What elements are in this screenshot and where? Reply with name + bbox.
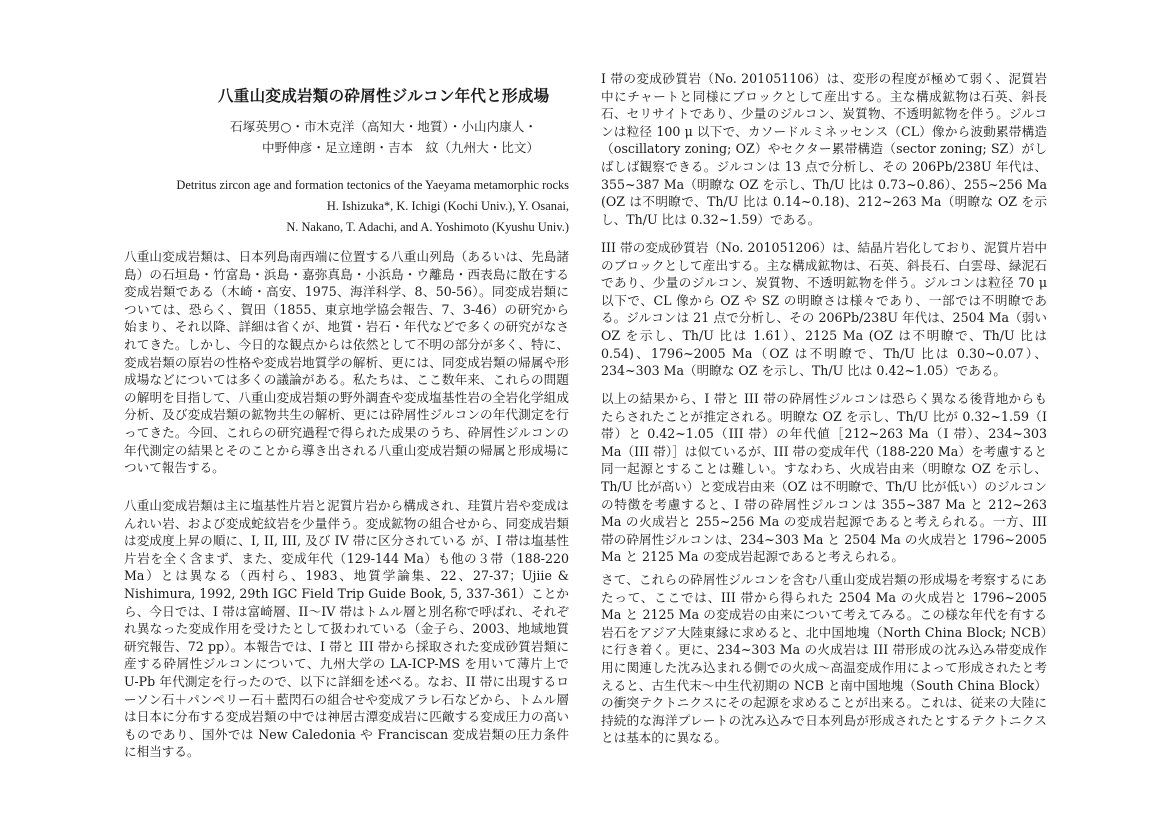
authors-jp-line2: 中野伸彦・足立達朗・吉本 紋（九州大・比文） <box>262 140 540 155</box>
paragraph-zone-iii-sample: III 帯の変成砂質岩（No. 201051206）は、結晶片岩化しており、泥質片岩中のブロックとして産出する。主な構成鉱物は、石英、斜長石、白雲母、緑泥石であり、少量のジルコン、炭質物、不透明鉱物を伴う。ジルコンは粒径 70 μ 以下で、CL 像から OZ や SZ の明瞭さは様々であり、一部では不明瞭である。ジルコンは 21 点で分析し、その 206Pb/238U 年代は、2504 Ma（弱い OZ を示し、Th/U 比は 1.61）、2125 Ma (OZ は不明瞭で、Th/U 比は 0.54)、1796~2005 Ma（OZ は不明瞭で、Th/U 比は 0.30~0.07）、234~303 Ma（明瞭な OZ を示し、Th/U 比は 0.42~1.05）である。 <box>601 240 1048 379</box>
english-authors-line1: H. Ishizuka*, K. Ichigi (Kochi Univ.), Y. Osanai, <box>326 199 569 213</box>
paragraph-introduction: 八重山変成岩類は、日本列島南西端に位置する八重山列島（あるいは、先島諸島）の石垣島・竹富島・浜島・嘉弥真島・小浜島・ウ離島・西表島に散在する変成岩類である（木崎・高安、1975、海洋科学、8、50-56）。同変成岩類については、恐らく、賀田（1855、東京地学協会報告、7、3-46）の研究から始まり、それ以降、詳細は省くが、地質・岩石・年代などで多くの研究がなされてきた。しかし、今日的な観点からは依然として不明の部分が多く、特に、変成岩類の原岩の性格や変成岩地質学の解析、更には、同変成岩類の帰属や形成場などについては多くの議論がある。私たちは、ここ数年来、これらの問題の解明を目指して、八重山変成岩類の野外調査や変成塩基性岩の全岩化学組成分析、及び変成岩類の鉱物共生の解析、更には砕屑性ジルコンの年代測定を行ってきた。今回、これらの研究過程で得られた成果のうち、砕屑性ジルコンの年代測定の結果とそのことから導き出される八重山変成岩類の帰属と形成場について報告する。 <box>124 249 570 476</box>
paragraph-tectonics: さて、これらの砕屑性ジルコンを含む八重山変成岩類の形成場を考察するにあたって、ここでは、III 帯から得られた 2504 Ma の火成岩と 1796~2005 Ma と 2125 Ma の変成岩の由来について考えてみる。この様な年代を有する岩石をアジア大陸東縁に求めると、北中国地塊（North China Block; NCB）に行き着く。更に、234~303 Ma の火成岩は III 帯形成の沈み込み帯変成作用に関連した沈み込まれる側での火成～高温変成作用によって形成されたと考えると、古生代末～中生代初期の NCB と南中国地塊（South China Block）の衝突テクトニクスにその起源を求めることが出来る。これは、従来の大陸に持続的な海洋プレートの沈み込みで日本列島が形成されたとするテクトニクスとは基本的に異なる。 <box>601 572 1048 746</box>
english-authors-line2: N. Nakano, T. Adachi, and A. Yoshimoto (Kyushu Univ.) <box>286 220 569 234</box>
english-title: Detritus zircon age and formation tectonics of the Yaeyama metamorphic rocks <box>176 178 569 192</box>
paragraph-geology: 八重山変成岩類は主に塩基性片岩と泥質片岩から構成され、珪質片岩や変成はんれい岩、および変成蛇紋岩を少量伴う。変成鉱物の組合せから、同変成岩類は変成度上昇の順に、I, II, III, 及び IV 帯に区分されている が、I 帯は塩基性片岩を全く含まず、また、変成年代（129-144 Ma）も他の３帯（188-220 Ma）とは異なる（西村ら、1983、地質学論集、22、27-37；Ujiie & Nishimura, 1992, 29th IGC Field Trip Guide Book, 5, 337-361）ことから、今日では、I 帯は富崎層、II～IV 帯はトムル層と別名称で呼ばれ、それぞれ異なった変成作用を受けたとして扱われている（金子ら、2003、地域地質研究報告、72 pp）。本報告では、I 帯と III 帯から採取された変成砂質岩類に産する砕屑性ジルコンについて、九州大学の LA-ICP-MS を用いて薄片上で U-Pb 年代測定を行ったので、以下に詳細を述べる。なお、II 帯に出現するローソン石＋パンペリー石＋藍閃石の組合せや変成アラレ石などから、トムル層は日本に分布する変成岩類の中では神居古潭変成岩に匹敵する変成圧力の高いものであり、国外では New Caledonia や Franciscan 変成岩類の圧力条件に相当する。 <box>124 498 569 760</box>
paragraph-zone-i-sample: I 帯の変成砂質岩（No. 201051106）は、変形の程度が極めて弱く、泥質岩中にチャートと同様にブロックとして産出する。主な構成鉱物は石英、斜長石、セリサイトであり、少量のジルコン、炭質物、不透明鉱物を伴う。ジルコンは粒径 100 μ 以下で、カソードルミネッセンス（CL）像から波動累帯構造（oscillatory zoning; OZ）やセクター累帯構造（sector zoning; SZ）がしばしば観察できる。ジルコンは 13 点で分析し、その 206Pb/238U 年代は、355~387 Ma（明瞭な OZ を示し、Th/U 比は 0.73~0.86）、255~256 Ma (OZ は不明瞭で、Th/U 比は 0.14~0.18)、212~263 Ma（明瞭な OZ を示し、Th/U 比は 0.32~1.59）である。 <box>601 71 1047 227</box>
authors-jp-line1: 石塚英男○・市木克洋（高知大・地質）・小山内康人・ <box>230 119 537 134</box>
paper-title: 八重山変成岩類の砕屑性ジルコン年代と形成場 <box>218 87 550 105</box>
paragraph-discussion: 以上の結果から、I 帯と III 帯の砕屑性ジルコンは恐らく異なる後背地からもたらされたことが推定される。明瞭な OZ を示し、Th/U 比が 0.32~1.59（I 帯）と 0.42~1.05（III 帯）の年代値［212~263 Ma（I 帯）、234~303 Ma（III 帯）］は似ているが、III 帯の変成年代（188-220 Ma）を考慮すると同一起源とすることは難しい。すなわち、火成岩由来（明瞭な OZ を示し、Th/U 比が高い）と変成岩由来（OZ は不明瞭で、Th/U 比が低い）のジルコンの特徴を考慮すると、I 帯の砕屑性ジルコンは 355~387 Ma と 212~263 Ma の火成岩と 255~256 Ma の変成岩起源であると考えられる。一方、III 帯の砕屑性ジルコンは、234~303 Ma と 2504 Ma の火成岩と 1796~2005 Ma と 2125 Ma の変成岩起源であると考えられる。 <box>601 391 1047 565</box>
